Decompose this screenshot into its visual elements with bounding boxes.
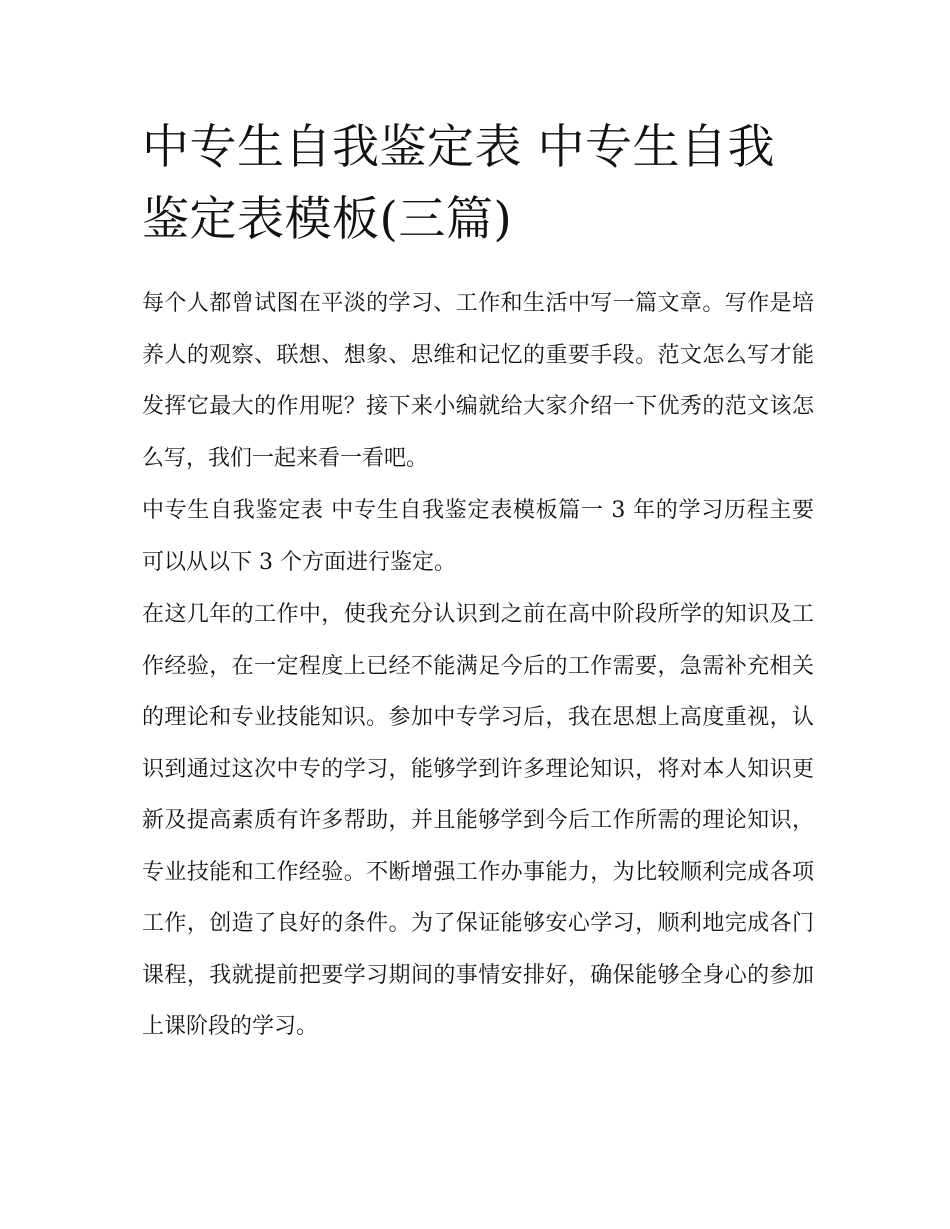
document-title: 中专生自我鉴定表 中专生自我鉴定表模板(三篇) [142,120,775,247]
section-heading-paragraph: 中专生自我鉴定表 中专生自我鉴定表模板篇一 3 年的学习历程主要可以从以下 3 个方面进行鉴定。 [142,498,814,575]
intro-paragraph: 每个人都曾试图在平淡的学习、工作和生活中写一篇文章。写作是培养人的观察、联想、想象、思维和记忆的重要手段。范文怎么写才能发挥它最大的作用呢？接下来小编就给大家介绍一下优秀的范文该怎么写，我们一起来看一看吧。 [142,291,814,471]
body-paragraph: 在这几年的工作中，使我充分认识到之前在高中阶段所学的知识及工作经验，在一定程度上已经不能满足今后的工作需要，急需补充相关的理论和专业技能知识。参加中专学习后，我在思想上高度重视，认识到通过这次中专的学习，能够学到许多理论知识，将对本人知识更新及提高素质有许多帮助，并且能够学到今后工作所需的理论知识，专业技能和工作经验。不断增强工作办事能力，为比较顺利完成各项工作，创造了良好的条件。为了保证能够安心学习，顺利地完成各门课程，我就提前把要学习期间的事情安排好，确保能够全身心的参加上课阶段的学习。 [142,602,814,1039]
document-body [142,112,814,1054]
